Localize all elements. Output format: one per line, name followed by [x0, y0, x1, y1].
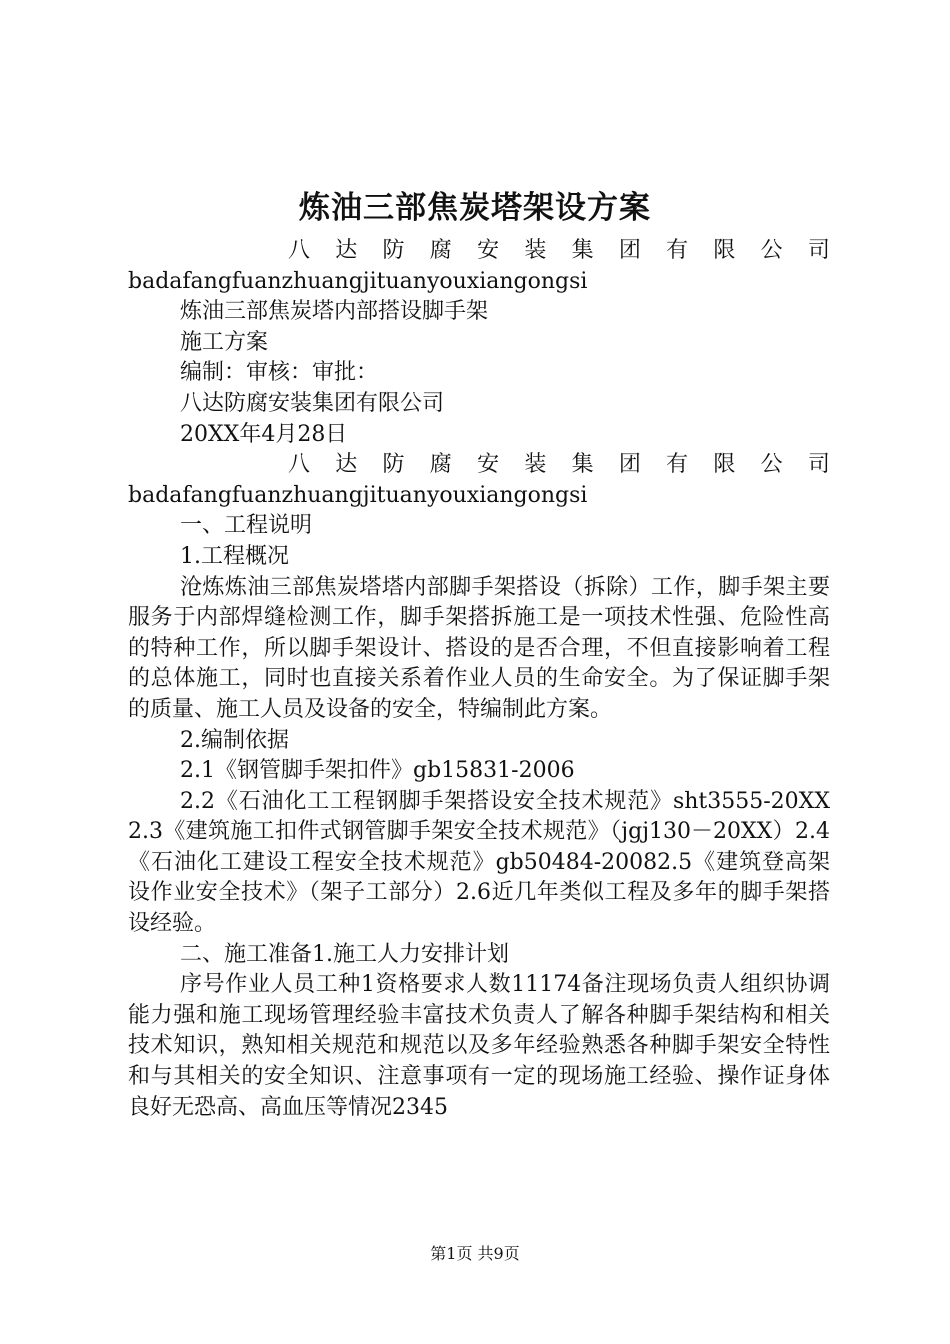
section-heading-1-1: 1.工程概况 [180, 543, 289, 569]
sign-line: 编制：审核：审批： [180, 360, 379, 386]
company-name-spaced-2: 八 达 防 腐 安 装 集 团 有 限 公 司 [288, 452, 830, 478]
document-title: 炼油三部焦炭塔架设方案 [299, 190, 651, 226]
page-footer: 第1页 共9页 [430, 1244, 520, 1263]
document-date: 20XX年4月28日 [180, 421, 348, 447]
section-heading-1: 一、工程说明 [180, 513, 313, 539]
document-body [128, 236, 830, 1123]
company-pinyin-2: badafangfuanzhuangjituanyouxiangongsi [128, 482, 588, 508]
basis-item-1: 2.1《钢管脚手架扣件》gb15831-2006 [180, 758, 575, 784]
subtitle-line-2: 施工方案 [180, 329, 269, 355]
company-pinyin-1: badafangfuanzhuangjituanyouxiangongsi [128, 268, 588, 294]
company-name-plain: 八达防腐安装集团有限公司 [180, 390, 445, 416]
section-heading-2: 二、施工准备1.施工人力安排计划 [180, 941, 509, 967]
company-name-spaced-1: 八 达 防 腐 安 装 集 团 有 限 公 司 [288, 238, 830, 263]
section-heading-1-2: 2.编制依据 [180, 727, 289, 753]
paragraph-project-overview: 沧炼炼油三部焦炭塔塔内部脚手架搭设（拆除）工作，脚手架主要服务于内部焊缝检测工作，脚手架搭拆施工是一项技术性强、危险性高的特种工作，所以脚手架设计、搭设的是否合理，不但直接影响着工程的总体施工，同时也直接关系着作业人员的生命安全。为了保证脚手架的质量、施工人员及设备的安全，特编制此方案。 [128, 574, 830, 722]
subtitle-line-1: 炼油三部焦炭塔内部搭设脚手架 [180, 299, 489, 325]
paragraph-basis-list: 2.2《石油化工工程钢脚手架搭设安全技术规范》sht3555-20XX2.3《建筑施工扣件式钢管脚手架安全技术规范》（jgj130－20XX）2.4《石油化工建设工程安全技术规范》gb50484-20082.5《建筑登高架设作业安全技术》（架子工部分）2.6近几年类似工程及多年的脚手架搭设经验。 [128, 788, 830, 937]
paragraph-staffing-plan: 序号作业人员工种1资格要求人数11174备注现场负责人组织协调能力强和施工现场管理经验丰富技术负责人了解各种脚手架结构和相关技术知识，熟知相关规范和规范以及多年经验熟悉各种脚手架安全特性和与其相关的安全知识、注意事项有一定的现场施工经验、操作证身体良好无恐高、高血压等情况2345 [128, 972, 830, 1120]
